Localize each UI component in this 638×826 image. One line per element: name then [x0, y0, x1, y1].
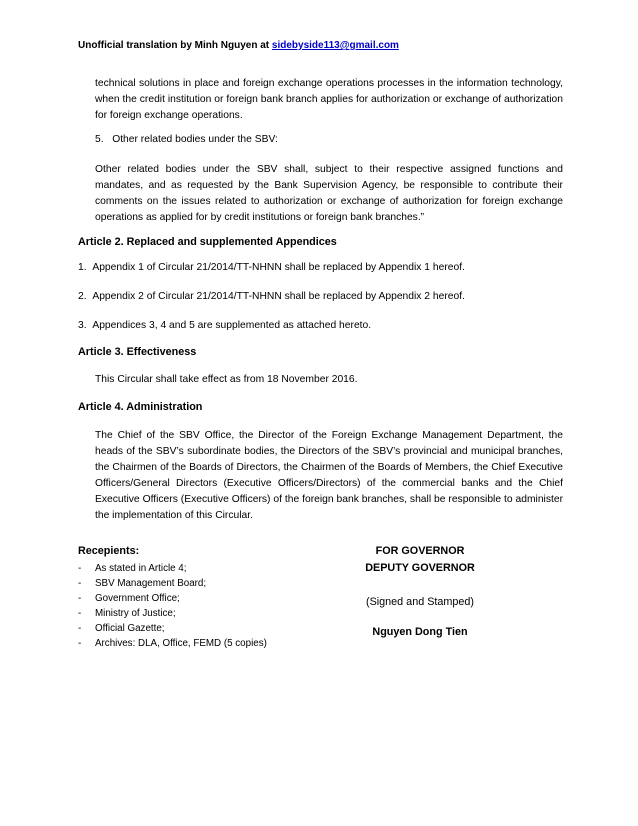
list-dash: -	[78, 623, 82, 634]
recipients-title: Recepients:	[78, 545, 140, 557]
recipient-item	[78, 576, 267, 591]
recipient-text: As stated in Article 4;	[95, 563, 187, 574]
header-translator: Unofficial translation by Minh Nguyen at	[78, 40, 272, 51]
recipient-item	[78, 591, 267, 606]
list-dash: -	[78, 638, 82, 649]
list-dash: -	[78, 608, 82, 619]
article-2-item-2	[78, 291, 465, 302]
list-dash: -	[78, 578, 82, 589]
item-text: Appendix 1 of Circular 21/2014/TT-NHNN shall be replaced by Appendix 1 hereof.	[92, 262, 465, 273]
item-5	[95, 134, 278, 145]
signature-deputy-governor: DEPUTY GOVERNOR	[365, 562, 475, 574]
item-5-title: Other related bodies under the SBV:	[112, 134, 278, 145]
recipient-text: Archives: DLA, Office, FEMD (5 copies)	[95, 638, 267, 649]
signatory-name: Nguyen Dong Tien	[372, 626, 468, 638]
article-2-item-3	[78, 320, 371, 331]
item-text: Appendix 2 of Circular 21/2014/TT-NHNN shall be replaced by Appendix 2 hereof.	[92, 291, 465, 302]
intro-paragraph: technical solutions in place and foreign exchange operations processes in the information technology, when the credit institution or foreign bank branch applies for authorization or exchange of authorization for foreign exchange operations.	[95, 78, 563, 121]
list-dash: -	[78, 593, 82, 604]
article-2-item-1	[78, 262, 465, 273]
article-2-heading: Article 2. Replaced and supplemented Appendices	[78, 236, 337, 248]
recipient-item	[78, 636, 267, 651]
article-4-paragraph: The Chief of the SBV Office, the Director of the Foreign Exchange Management Department, the heads of the SBV’s subordinate bodies, the Directors of the SBV’s provincial and municipal branches, the Chairmen of the Boards of Directors, the Chairmen of the Boards of Members, the Chief Executive Officers/General Directors (Executive Officers/Directors) of the commercial banks and the Chief Executive Officers (Executive Officers) of the foreign bank branches, shall be responsible to administer the implementation of this Circular.	[95, 430, 563, 521]
item-text: Appendices 3, 4 and 5 are supplemented as attached hereto.	[92, 320, 372, 331]
recipient-item	[78, 606, 267, 621]
item-number: 2.	[78, 291, 87, 302]
page-header	[78, 40, 399, 51]
article-3-text: This Circular shall take effect as from 18 November 2016.	[95, 374, 358, 385]
recipient-text: Government Office;	[95, 593, 180, 604]
article-4-heading: Article 4. Administration	[78, 401, 203, 413]
recipient-text: Ministry of Justice;	[95, 608, 176, 619]
recipient-item	[78, 561, 267, 576]
item-5-number: 5.	[95, 134, 104, 145]
signature-stamp-note: (Signed and Stamped)	[365, 596, 475, 608]
recipient-text: SBV Management Board;	[95, 578, 207, 589]
signature-for-governor: FOR GOVERNOR	[375, 545, 465, 557]
email-link[interactable]: sidebyside113@gmail.com	[271, 40, 399, 51]
article-3-heading: Article 3. Effectiveness	[78, 346, 197, 358]
recipient-text: Official Gazette;	[95, 623, 165, 634]
item-number: 1.	[78, 262, 87, 273]
recipients-list	[78, 561, 267, 651]
list-dash: -	[78, 563, 82, 574]
recipient-item	[78, 621, 267, 636]
item-number: 3.	[78, 320, 87, 331]
item-5-paragraph: Other related bodies under the SBV shall, subject to their respective assigned functions and mandates, and as requested by the Bank Supervision Agency, be responsible to contribute their comments on the issues related to authorization or exchange of authorization for foreign exchange operations as applied for by credit institutions or foreign bank branches.”	[95, 164, 563, 223]
